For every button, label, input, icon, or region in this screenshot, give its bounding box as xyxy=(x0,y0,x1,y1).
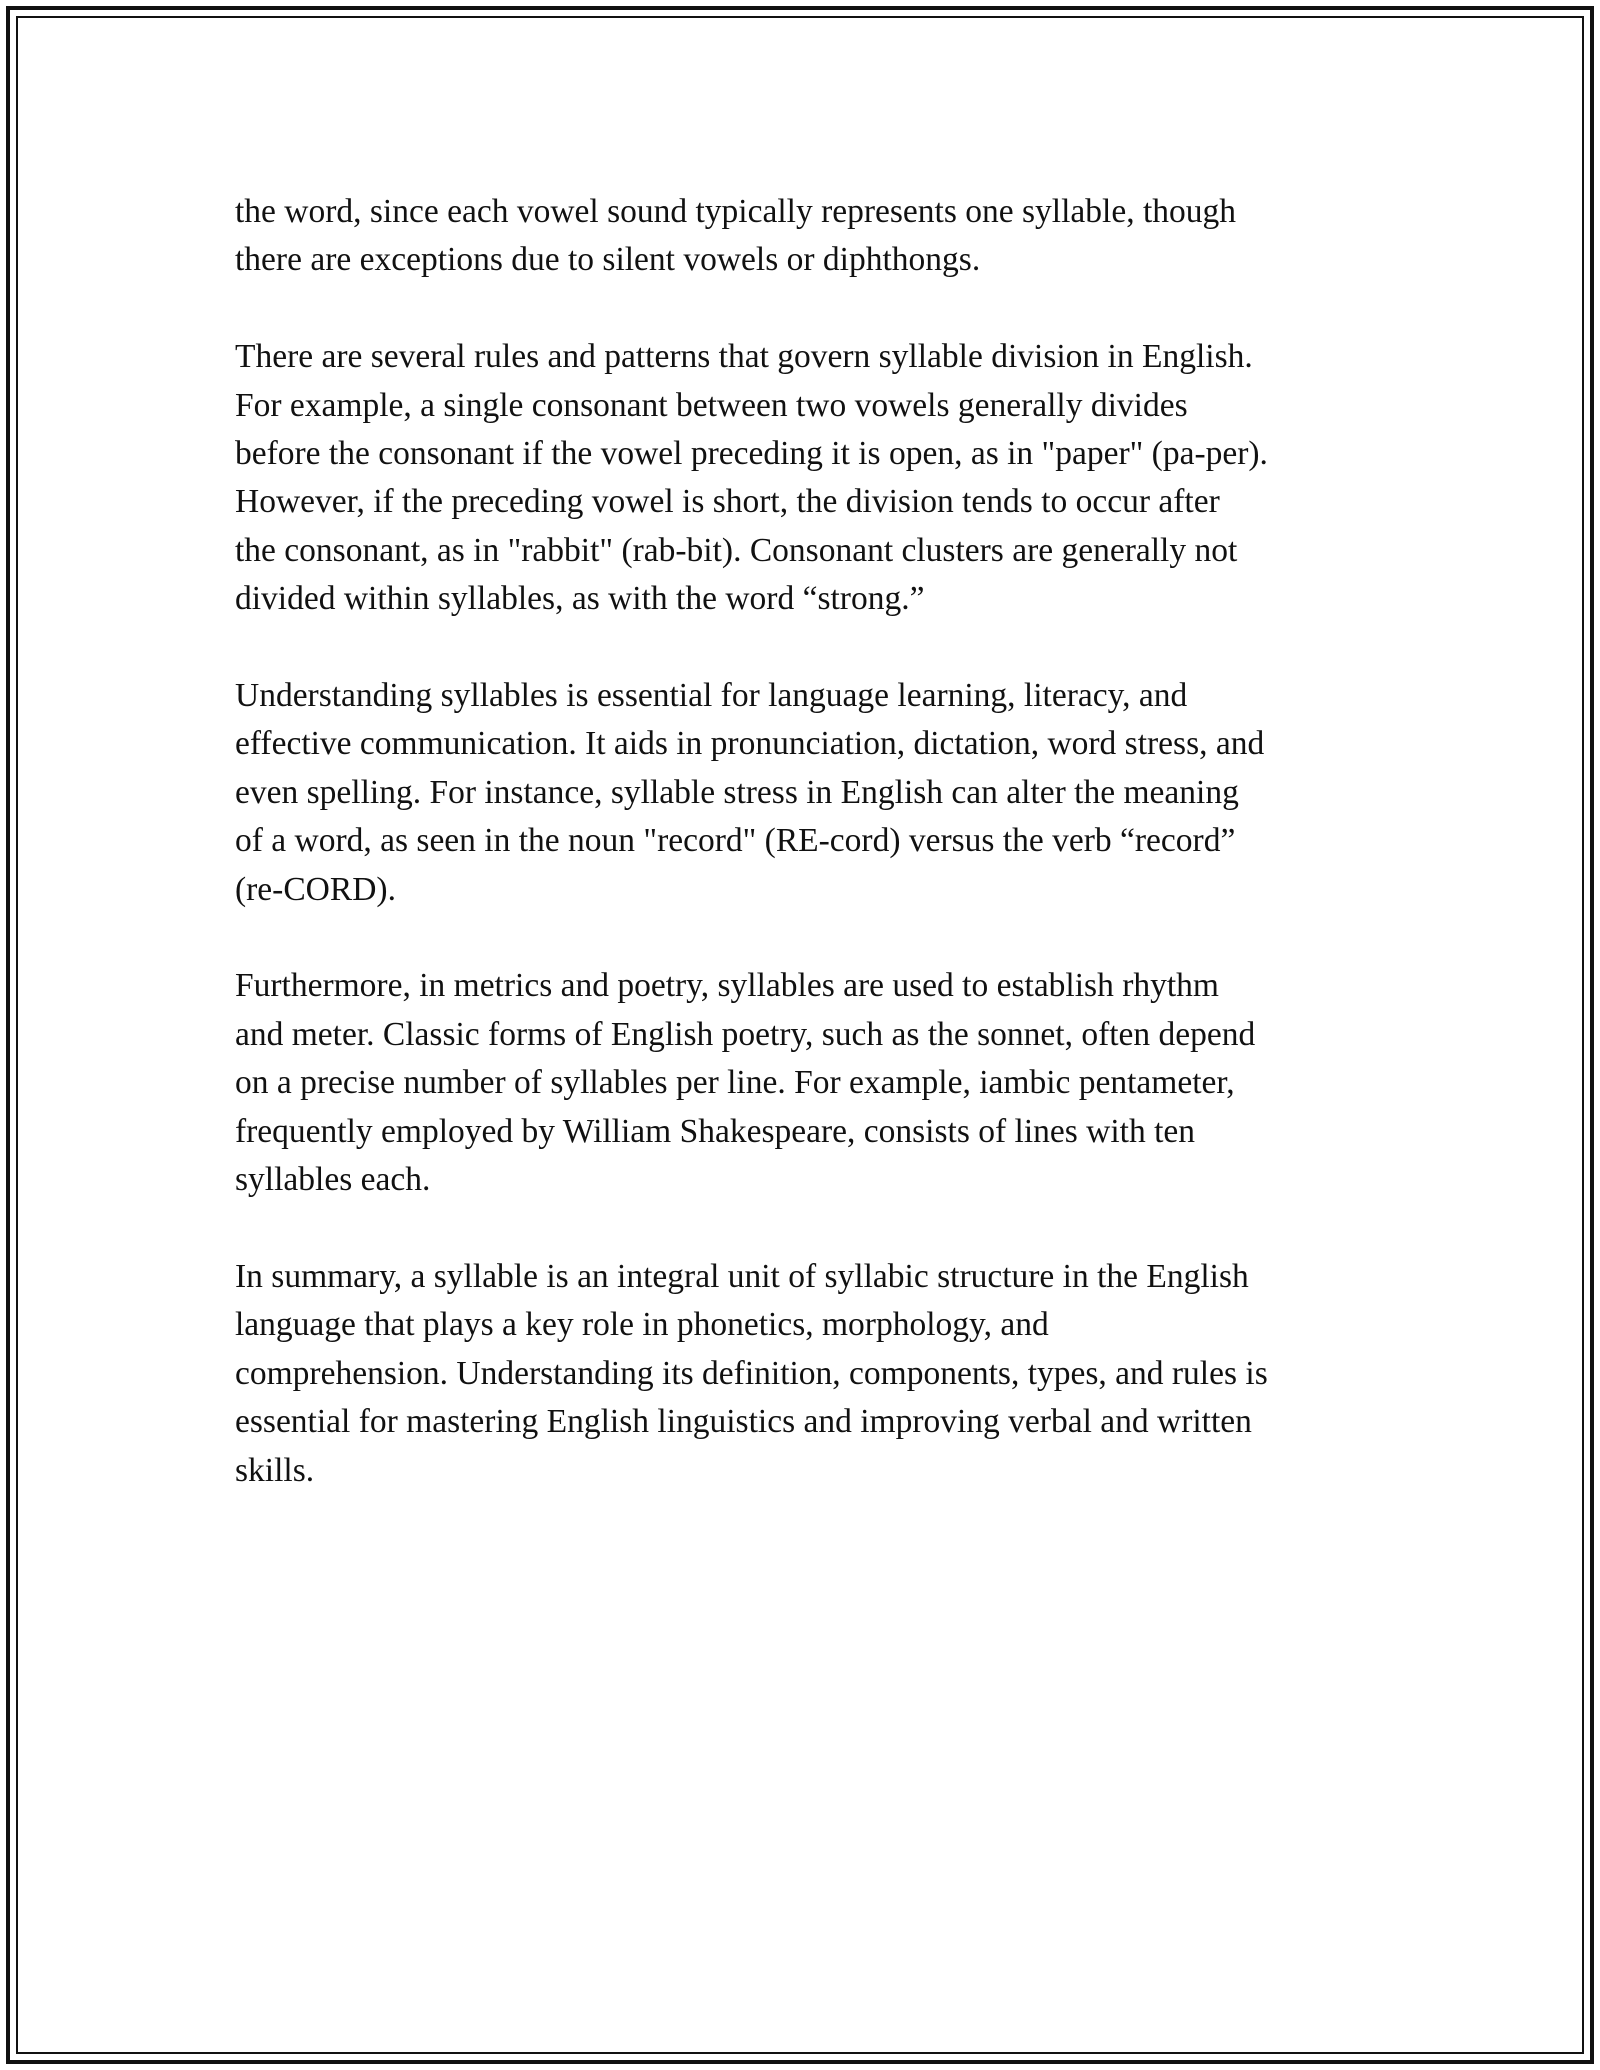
text-line: (re-CORD). xyxy=(235,870,396,908)
text-line: However, if the preceding vowel is short, the division tends to occur after xyxy=(235,483,1220,521)
paragraph-syllable-division xyxy=(235,333,1375,623)
text-line: Understanding syllables is essential for language learning, literacy, and xyxy=(235,677,1188,715)
text-line: before the consonant if the vowel preceding it is open, as in "paper" (pa-per). xyxy=(235,435,1268,473)
paragraph-summary xyxy=(235,1253,1375,1495)
document-body xyxy=(235,188,1375,1543)
text-line: There are several rules and patterns that govern syllable division in English. xyxy=(235,338,1253,376)
text-line: there are exceptions due to silent vowels or diphthongs. xyxy=(235,241,981,279)
paragraph-vowel-sounds xyxy=(235,188,1375,285)
text-line: of a word, as seen in the noun "record" (RE-cord) versus the verb “record” xyxy=(235,822,1236,860)
paragraph-metrics-poetry xyxy=(235,962,1375,1204)
text-line: For example, a single consonant between two vowels generally divides xyxy=(235,386,1188,424)
text-line: comprehension. Understanding its definition, components, types, and rules is xyxy=(235,1354,1268,1392)
text-line: divided within syllables, as with the word “strong.” xyxy=(235,580,925,618)
text-line: effective communication. It aids in pronunciation, dictation, word stress, and xyxy=(235,725,1265,763)
text-line: language that plays a key role in phonetics, morphology, and xyxy=(235,1306,1049,1344)
text-line: In summary, a syllable is an integral unit of syllabic structure in the English xyxy=(235,1257,1249,1295)
text-line: essential for mastering English linguistics and improving verbal and written xyxy=(235,1403,1252,1441)
text-line: syllables each. xyxy=(235,1161,431,1199)
text-line: and meter. Classic forms of English poetry, such as the sonnet, often depend xyxy=(235,1015,1256,1053)
text-line: skills. xyxy=(235,1451,315,1489)
text-line: the word, since each vowel sound typically represents one syllable, though xyxy=(235,193,1237,230)
paragraph-understanding-syllables xyxy=(235,672,1375,914)
text-line: frequently employed by William Shakespeare, consists of lines with ten xyxy=(235,1112,1196,1150)
text-line: on a precise number of syllables per line. For example, iambic pentameter, xyxy=(235,1064,1235,1102)
text-line: Furthermore, in metrics and poetry, syllables are used to establish rhythm xyxy=(235,967,1219,1005)
text-line: the consonant, as in "rabbit" (rab-bit). Consonant clusters are generally not xyxy=(235,531,1238,569)
text-line: even spelling. For instance, syllable stress in English can alter the meaning xyxy=(235,773,1239,811)
